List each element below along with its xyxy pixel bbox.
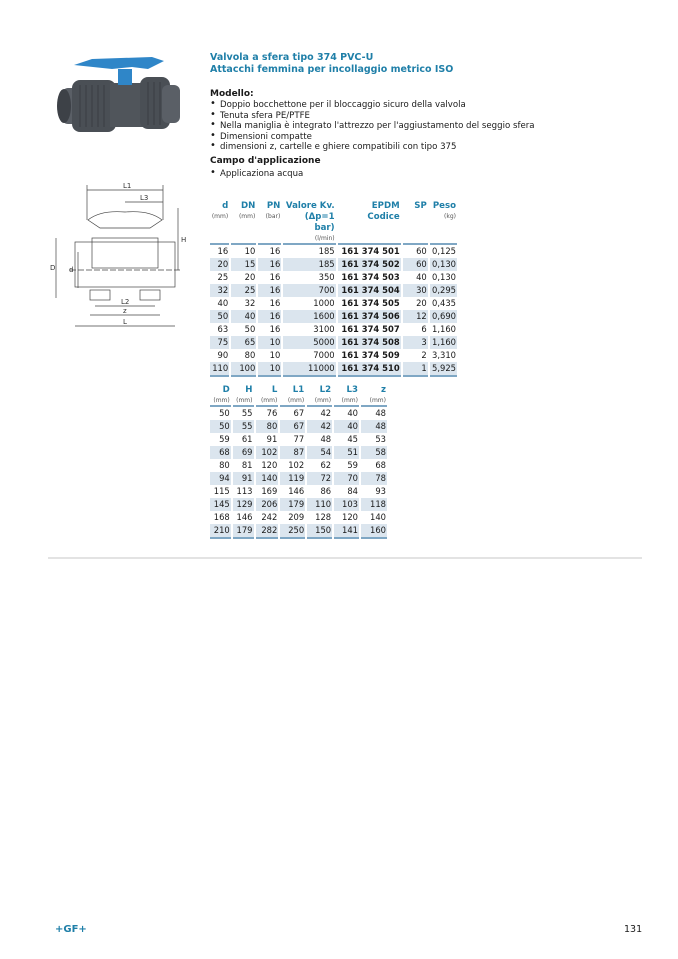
table-cell: 169	[261, 486, 278, 496]
table-cell: 118	[361, 498, 387, 511]
table-cell: 20	[416, 298, 427, 308]
table-cell: 58	[361, 446, 387, 459]
table-row	[210, 362, 457, 377]
table-cell: 45	[347, 434, 358, 444]
table-row	[210, 336, 457, 349]
table-cell: 67	[280, 420, 305, 433]
header-label: Peso	[432, 201, 456, 211]
table-cell: 40	[231, 310, 256, 323]
table-cell: 161 374 510	[338, 362, 401, 377]
table-cell: 110	[307, 498, 332, 511]
header-label: PN	[266, 201, 281, 211]
table-cell: 12	[403, 310, 428, 323]
table-cell: 145	[210, 498, 231, 511]
label-L1: L1	[123, 182, 132, 190]
table-cell: 60	[403, 258, 428, 271]
header-label: L2	[319, 385, 332, 395]
table-row	[210, 297, 457, 310]
table-cell: 48	[375, 408, 386, 418]
table-cell: 141	[334, 524, 359, 539]
table-cell: 110	[210, 362, 229, 377]
table-cell: 63	[217, 324, 229, 334]
product-code-table	[208, 201, 459, 377]
ball-valve-product-image	[52, 55, 187, 140]
table-row	[210, 284, 457, 297]
table-cell: 161 374 506	[338, 310, 401, 323]
table-cell: 40	[217, 298, 229, 308]
table-cell: 69	[233, 446, 254, 459]
column-header	[210, 385, 231, 405]
table-cell: 3100	[313, 324, 335, 334]
header-label: L	[271, 385, 278, 395]
table-cell: 50	[244, 324, 256, 334]
header-label: EPDM	[371, 201, 400, 211]
title-line-2: Attacchi femmina per incollaggio metrico ISO	[210, 64, 454, 75]
table-cell: 161 374 508	[338, 336, 401, 349]
header-label: H	[245, 385, 253, 395]
table-row	[210, 258, 457, 271]
campo-item: • Applicaziona acqua	[210, 169, 535, 180]
table-cell: 16	[258, 258, 281, 271]
label-D: D	[50, 264, 56, 272]
table-cell: 1600	[283, 310, 335, 323]
modello-heading: Modello:	[210, 89, 254, 99]
table-cell: 160	[361, 524, 387, 539]
table-cell: 11000	[283, 362, 335, 377]
table-cell: 50	[210, 310, 229, 323]
header-unit: (mm)	[369, 397, 386, 404]
table-row	[210, 485, 387, 498]
table-cell: 1	[403, 362, 428, 377]
table-cell: 32	[244, 298, 256, 308]
table-cell: 87	[280, 446, 305, 459]
table-cell: 179	[280, 498, 305, 511]
table-cell: 16	[258, 310, 281, 323]
label-d: d	[69, 266, 74, 274]
table-cell: 48	[320, 434, 332, 444]
table-cell: 15	[231, 258, 256, 271]
table-cell: 7000	[313, 350, 335, 360]
table-cell: 75	[210, 336, 229, 349]
header-unit: (mm)	[314, 397, 332, 404]
header-unit: (kg)	[444, 213, 456, 220]
table-cell: 350	[318, 272, 335, 282]
table-cell: 80	[244, 350, 256, 360]
table-cell: 179	[233, 524, 254, 539]
header-unit: (mm)	[287, 397, 305, 404]
table-cell: 115	[213, 486, 230, 496]
table-cell: 16	[269, 298, 281, 308]
table-cell: 68	[210, 446, 231, 459]
table-cell: 6	[421, 324, 427, 334]
table-row	[210, 472, 387, 485]
table-cell: 1000	[313, 298, 335, 308]
table-cell: 128	[315, 512, 332, 522]
table-cell: 210	[210, 524, 231, 539]
modello-item: • Nella maniglia è integrato l'attrezzo per l'aggiustamento del seggio sfera	[210, 121, 535, 132]
label-z: z	[123, 307, 127, 315]
table-cell: 250	[280, 524, 305, 539]
table-cell: 2	[421, 350, 427, 360]
table-cell: 70	[334, 472, 359, 485]
table-cell: 100	[231, 362, 256, 377]
label-H: H	[181, 236, 187, 244]
column-header	[430, 201, 457, 243]
table-cell: 0,130	[432, 272, 456, 282]
table-cell: 40	[347, 408, 358, 418]
table-cell: 40	[334, 420, 359, 433]
table-cell: 140	[256, 472, 279, 485]
header-unit: (mm)	[238, 213, 256, 220]
table-cell: 161 374 505	[341, 298, 400, 308]
table-cell: 91	[266, 434, 278, 444]
column-header	[283, 201, 335, 243]
column-header	[361, 385, 387, 405]
table-row	[210, 511, 387, 524]
label-L3: L3	[140, 194, 149, 202]
table-cell: 10	[258, 362, 281, 377]
table-row	[210, 407, 387, 420]
header-unit: (mm)	[341, 397, 358, 404]
table-cell: 59	[347, 460, 358, 470]
table-cell: 1,160	[430, 336, 457, 349]
table-cell: 60	[416, 246, 427, 256]
table-cell: 81	[241, 460, 253, 470]
table-cell: 129	[233, 498, 254, 511]
table-cell: 20	[210, 258, 229, 271]
table-cell: 16	[217, 246, 229, 256]
header-unit: (mm)	[236, 397, 253, 404]
table-cell: 20	[244, 272, 256, 282]
table-row	[210, 420, 387, 433]
table-row	[210, 323, 457, 336]
page-divider	[48, 557, 642, 559]
table-cell: 161 374 502	[338, 258, 401, 271]
table-cell: 48	[361, 420, 387, 433]
header-unit: (mm)	[213, 397, 230, 404]
column-header	[231, 201, 256, 243]
table-cell: 209	[288, 512, 305, 522]
table-cell: 146	[288, 486, 305, 496]
table-row	[210, 349, 457, 362]
table-row	[210, 498, 387, 511]
table-row	[210, 245, 457, 258]
column-header	[210, 201, 229, 243]
table-cell: 161 374 509	[341, 350, 400, 360]
header-label: D	[222, 385, 230, 395]
table-cell: 206	[256, 498, 279, 511]
table-cell: 32	[210, 284, 229, 297]
table-cell: 161 374 507	[341, 324, 400, 334]
modello-item: • Tenuta sfera PE/PTFE	[210, 111, 535, 122]
modello-item: • Doppio bocchettone per il bloccaggio sicuro della valvola	[210, 100, 535, 111]
table-row	[210, 459, 387, 472]
table-cell: 80	[219, 460, 230, 470]
table-cell: 161 374 501	[341, 246, 400, 256]
table-cell: 30	[403, 284, 428, 297]
column-header	[307, 385, 332, 405]
header-label: SP	[414, 201, 427, 211]
header-label: DN	[240, 201, 256, 211]
header-unit: (mm)	[260, 397, 278, 404]
table-cell: 42	[307, 420, 332, 433]
table-cell: 140	[370, 512, 386, 522]
table-cell: 120	[342, 512, 358, 522]
modello-item: • Dimensioni compatte	[210, 132, 535, 143]
table-cell: 84	[347, 486, 358, 496]
header-label: Valore Kv.	[285, 201, 335, 211]
column-header	[256, 385, 279, 405]
table-row	[210, 271, 457, 284]
table-row	[210, 446, 387, 459]
table-row	[210, 433, 387, 446]
table-cell: 16	[269, 272, 281, 282]
table-cell: 16	[258, 284, 281, 297]
table-cell: 10	[244, 246, 256, 256]
table-cell: 90	[217, 350, 229, 360]
table-cell: 55	[241, 408, 253, 418]
label-L2: L2	[121, 298, 130, 306]
table-cell: 93	[375, 486, 386, 496]
table-cell: 5,925	[430, 362, 457, 377]
title-line-1: Valvola a sfera tipo 374 PVC-U	[210, 52, 374, 63]
table-cell: 1,160	[432, 324, 456, 334]
table-cell: 62	[320, 460, 332, 470]
table-cell: 3,310	[432, 350, 456, 360]
table-cell: 50	[219, 408, 230, 418]
header-label-2: Codice	[367, 212, 400, 222]
table-cell: 77	[293, 434, 305, 444]
table-cell: 72	[307, 472, 332, 485]
table-cell: 53	[375, 434, 386, 444]
table-cell: 51	[334, 446, 359, 459]
table-cell: 54	[307, 446, 332, 459]
header-label-2: (Δp=1 bar)	[304, 212, 335, 233]
header-label: z	[380, 385, 386, 395]
header-label: d	[222, 201, 229, 211]
column-header	[334, 385, 359, 405]
modello-item: • dimensioni z, cartelle e ghiere compatibili con tipo 375	[210, 142, 535, 153]
table-cell: 80	[256, 420, 279, 433]
table-cell: 150	[307, 524, 332, 539]
table-cell: 700	[283, 284, 335, 297]
table-cell: 120	[261, 460, 278, 470]
table-cell: 161 374 504	[338, 284, 401, 297]
table-cell: 16	[269, 324, 281, 334]
table-cell: 0,435	[432, 298, 456, 308]
column-header	[403, 201, 428, 243]
column-header	[258, 201, 281, 243]
table-cell: 102	[256, 446, 279, 459]
column-header	[338, 201, 401, 243]
table-cell: 16	[269, 246, 281, 256]
table-cell: 185	[283, 258, 335, 271]
description	[210, 88, 535, 179]
table-cell: 0,130	[430, 258, 457, 271]
gf-logo: +GF+	[55, 924, 87, 935]
table-cell: 0,690	[430, 310, 457, 323]
header-unit: (bar)	[265, 213, 281, 220]
table-cell: 65	[231, 336, 256, 349]
table-cell: 185	[318, 246, 335, 256]
column-header	[280, 385, 305, 405]
dimensions-table	[208, 385, 389, 539]
table-cell: 94	[210, 472, 231, 485]
table-cell: 55	[233, 420, 254, 433]
table-cell: 67	[293, 408, 305, 418]
table-cell: 68	[375, 460, 386, 470]
table-cell: 146	[236, 512, 253, 522]
table-cell: 168	[213, 512, 230, 522]
table-cell: 76	[266, 408, 278, 418]
table-cell: 161 374 503	[341, 272, 400, 282]
table-cell: 5000	[283, 336, 335, 349]
table-cell: 242	[261, 512, 278, 522]
table-cell: 0,125	[432, 246, 456, 256]
campo-heading: Campo d'applicazione	[210, 155, 321, 166]
table-cell: 91	[233, 472, 254, 485]
table-cell: 61	[241, 434, 253, 444]
table-cell: 10	[269, 350, 281, 360]
table-cell: 59	[219, 434, 230, 444]
page-number: 131	[624, 924, 643, 935]
table-cell: 25	[231, 284, 256, 297]
table-cell: 40	[416, 272, 427, 282]
table-cell: 78	[361, 472, 387, 485]
table-cell: 86	[320, 486, 332, 496]
table-cell: 50	[210, 420, 231, 433]
table-row	[210, 524, 387, 539]
table-cell: 3	[403, 336, 428, 349]
product-title	[210, 52, 453, 76]
table-cell: 10	[258, 336, 281, 349]
table-cell: 25	[217, 272, 229, 282]
table-row	[210, 310, 457, 323]
header-unit: (mm)	[211, 213, 229, 220]
valve-dimension-drawing	[50, 180, 200, 335]
table-cell: 42	[320, 408, 332, 418]
table-cell: 282	[256, 524, 279, 539]
table-cell: 0,295	[430, 284, 457, 297]
table-cell: 113	[236, 486, 253, 496]
table-cell: 119	[280, 472, 305, 485]
table-cell: 103	[334, 498, 359, 511]
label-L: L	[123, 318, 127, 326]
header-label: L3	[346, 385, 358, 395]
table-cell: 102	[288, 460, 305, 470]
header-unit: (l/min)	[314, 235, 335, 242]
column-header	[233, 385, 254, 405]
header-label: L1	[292, 385, 305, 395]
